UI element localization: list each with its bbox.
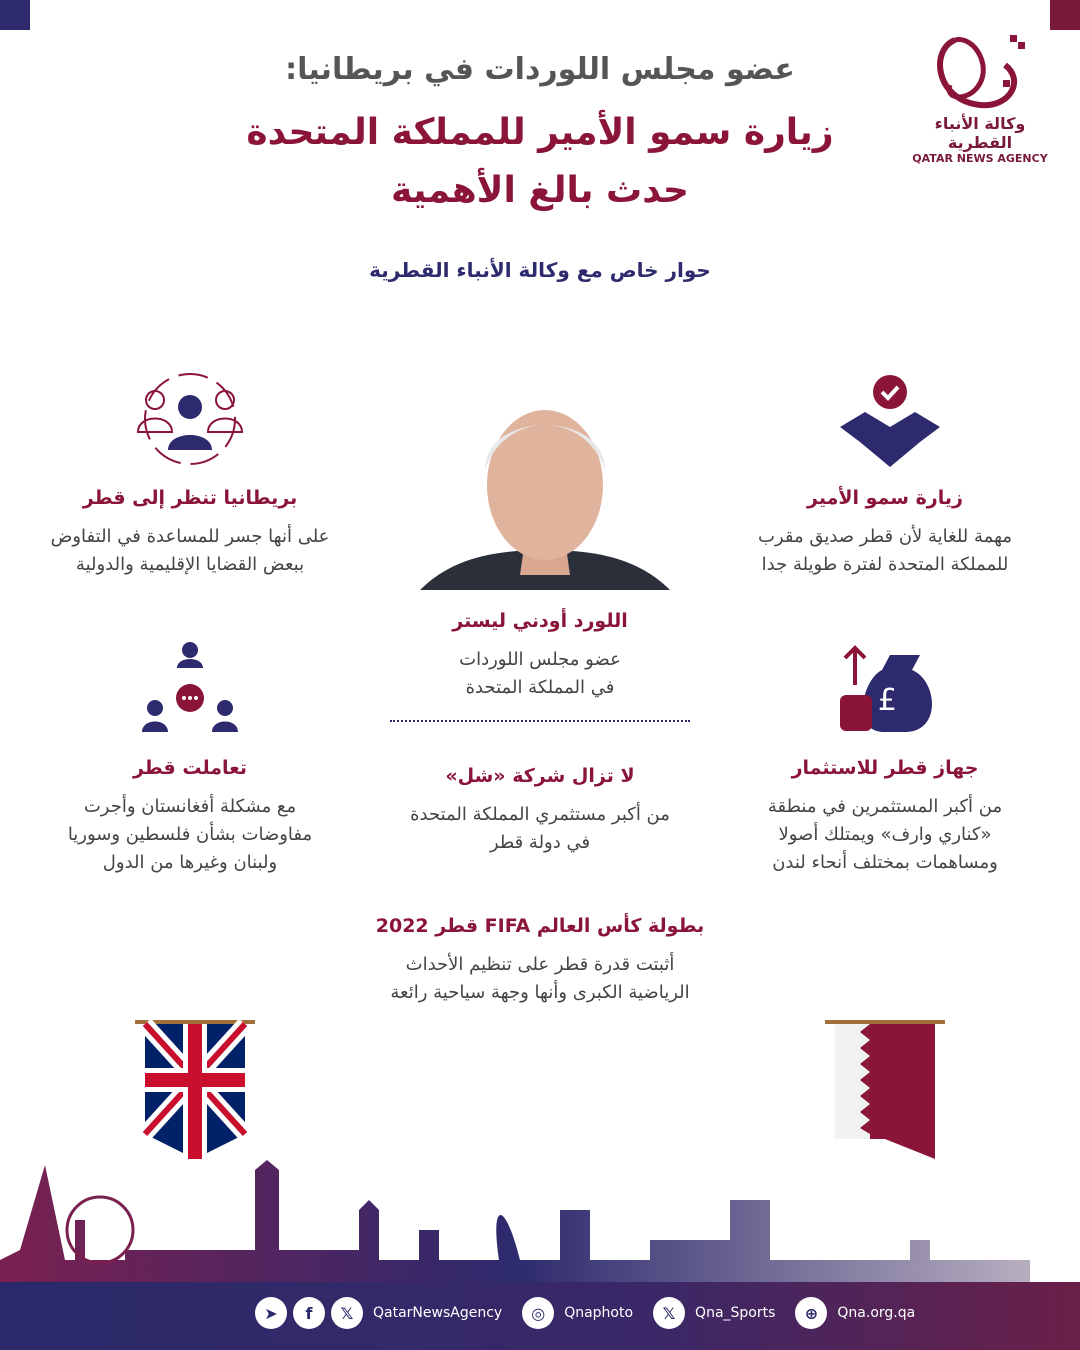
block-britain-view (25, 487, 355, 579)
handshake-icon (835, 372, 945, 476)
handle-qnaphoto[interactable]: Qnaphoto (564, 1305, 634, 1321)
dialogue-network-icon (140, 640, 240, 739)
investment-icon (835, 640, 945, 739)
block-text: الرياضية الكبرى وأنها وجهة سياحية رائعة (390, 982, 690, 1003)
instagram-icon[interactable]: ◎ (522, 1297, 554, 1329)
block-title: تعاملت قطر (132, 757, 247, 779)
block-text: مع مشكلة أفغانستان وأجرت (83, 796, 297, 817)
handle-qatarnewsagency[interactable]: QatarNewsAgency (373, 1305, 503, 1321)
uk-flag (135, 1020, 255, 1164)
block-emir-visit (720, 487, 1050, 579)
tagline: حوار خاص مع وكالة الأنباء القطرية (369, 258, 711, 282)
block-text: مفاوضات بشأن فلسطين وسوريا (67, 824, 313, 845)
block-qia (720, 757, 1050, 877)
corner-decoration (1050, 0, 1080, 30)
block-title: زيارة سمو الأمير (807, 487, 963, 509)
block-text: مهمة للغاية لأن قطر صديق مقرب (757, 526, 1013, 547)
block-title: جهاز قطر للاستثمار (791, 757, 979, 779)
x-icon[interactable]: 𝕏 (653, 1297, 685, 1329)
block-title: لا تزال شركة «شل» (445, 765, 635, 787)
block-shell (370, 765, 710, 857)
person-role: في المملكة المتحدة (465, 677, 615, 698)
svg-text:£: £ (877, 683, 897, 718)
qatar-flag (825, 1020, 945, 1164)
block-text: للمملكة المتحدة لفترة طويلة جدا (761, 554, 1009, 575)
block-text: أثبتت قدرة قطر على تنظيم الأحداث (405, 954, 675, 975)
logo-english: QATAR NEWS AGENCY (912, 152, 1048, 165)
main-title-line1: زيارة سمو الأمير للمملكة المتحدة (246, 112, 834, 153)
block-title: بطولة كأس العالم FIFA قطر 2022 (375, 915, 705, 937)
group-icon (135, 372, 245, 471)
skyline-illustration (0, 1160, 1080, 1289)
block-text: «كناري وارف» ويمتلك أصولا (778, 824, 992, 845)
x-icon[interactable]: 𝕏 (331, 1297, 363, 1329)
social-links (255, 1297, 929, 1329)
block-qatar-dealt (25, 757, 355, 877)
main-title-line2: حدث بالغ الأهمية (391, 170, 689, 211)
handle-qna-sports[interactable]: Qna_Sports (695, 1305, 776, 1321)
block-text: من أكبر المستثمرين في منطقة (767, 796, 1003, 817)
website-link[interactable]: Qna.org.qa (837, 1305, 916, 1321)
portrait (420, 390, 670, 590)
block-text: من أكبر مستثمري المملكة المتحدة (410, 804, 670, 825)
divider (390, 720, 690, 722)
person-role: عضو مجلس اللوردات (459, 649, 621, 670)
corner-decoration (0, 0, 30, 30)
block-text: في دولة قطر (489, 832, 591, 853)
block-title: بريطانيا تنظر إلى قطر (82, 487, 298, 509)
logo-arabic: وكالة الأنباء القطرية (934, 114, 1026, 152)
block-text: ببعض القضايا الإقليمية والدولية (75, 554, 305, 575)
block-text: ولبنان وغيرها من الدول (102, 852, 278, 873)
globe-icon[interactable]: ⊕ (795, 1297, 827, 1329)
block-text: على أنها جسر للمساعدة في التفاوض (50, 526, 330, 547)
subtitle: عضو مجلس اللوردات في بريطانيا: (285, 52, 795, 87)
facebook-icon[interactable]: f (293, 1297, 325, 1329)
block-person (390, 610, 690, 702)
block-worldcup (340, 915, 740, 1007)
telegram-icon[interactable]: ➤ (255, 1297, 287, 1329)
person-name: اللورد أودني ليستر (452, 610, 628, 632)
block-text: ومساهمات بمختلف أنحاء لندن (772, 852, 998, 873)
